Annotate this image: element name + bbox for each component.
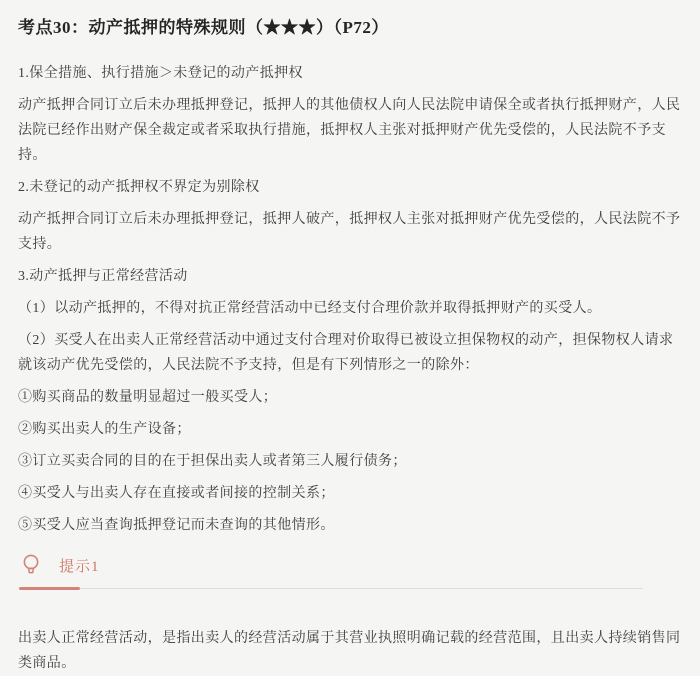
section-1-paragraph: 动产抵押合同订立后未办理抵押登记，抵押人的其他债权人向人民法院申请保全或者执行抵押财产，人民法院已经作出财产保全裁定或者采取执行措施，抵押权人主张对抵押财产优先受偿的，人民法院不予支持。 [18,98,681,163]
section-heading-2: 2.未登记的动产抵押权不界定为别除权 [18,180,260,195]
list-item-3: ③订立买卖合同的目的在于担保出卖人或者第三人履行债务； [18,454,407,469]
list-item-1: ①购买商品的数量明显超过一般买受人； [18,390,278,405]
tip-divider [18,587,682,590]
divider-accent-segment [19,587,80,590]
list-item-2: ②购买出卖人的生产设备； [18,422,191,437]
tip-text: 出卖人正常经营活动，是指出卖人的经营活动属于其营业执照明确记载的经营范围，且出卖人持续销售同类商品。 [18,631,681,671]
section-3-paragraph-2: （2）买受人在出卖人正常经营活动中通过支付合理对价取得已被设立担保物权的动产，担保物权人请求就该动产优先受偿的，人民法院不予支持，但是有下列情形之一的除外： [18,333,674,373]
section-heading-3: 3.动产抵押与正常经营活动 [18,269,188,284]
page-title: 考点30：动产抵押的特殊规则（★★★）（P72） [18,18,389,37]
list-item-5: ⑤买受人应当查询抵押登记而未查询的其他情形。 [18,518,335,533]
tip-header [20,553,682,577]
divider-line [19,588,643,589]
list-item-4: ④买受人与出卖人存在直接或者间接的控制关系； [18,486,335,501]
lightbulb-icon [20,553,42,577]
tip-label: 提示1 [59,558,100,575]
section-2-paragraph: 动产抵押合同订立后未办理抵押登记，抵押人破产，抵押权人主张对抵押财产优先受偿的，人民法院不予支持。 [18,212,681,252]
section-3-paragraph-1: （1）以动产抵押的，不得对抗正常经营活动中已经支付合理价款并取得抵押财产的买受人。 [18,301,602,316]
section-heading-1: 1.保全措施、执行措施＞未登记的动产抵押权 [18,66,303,81]
